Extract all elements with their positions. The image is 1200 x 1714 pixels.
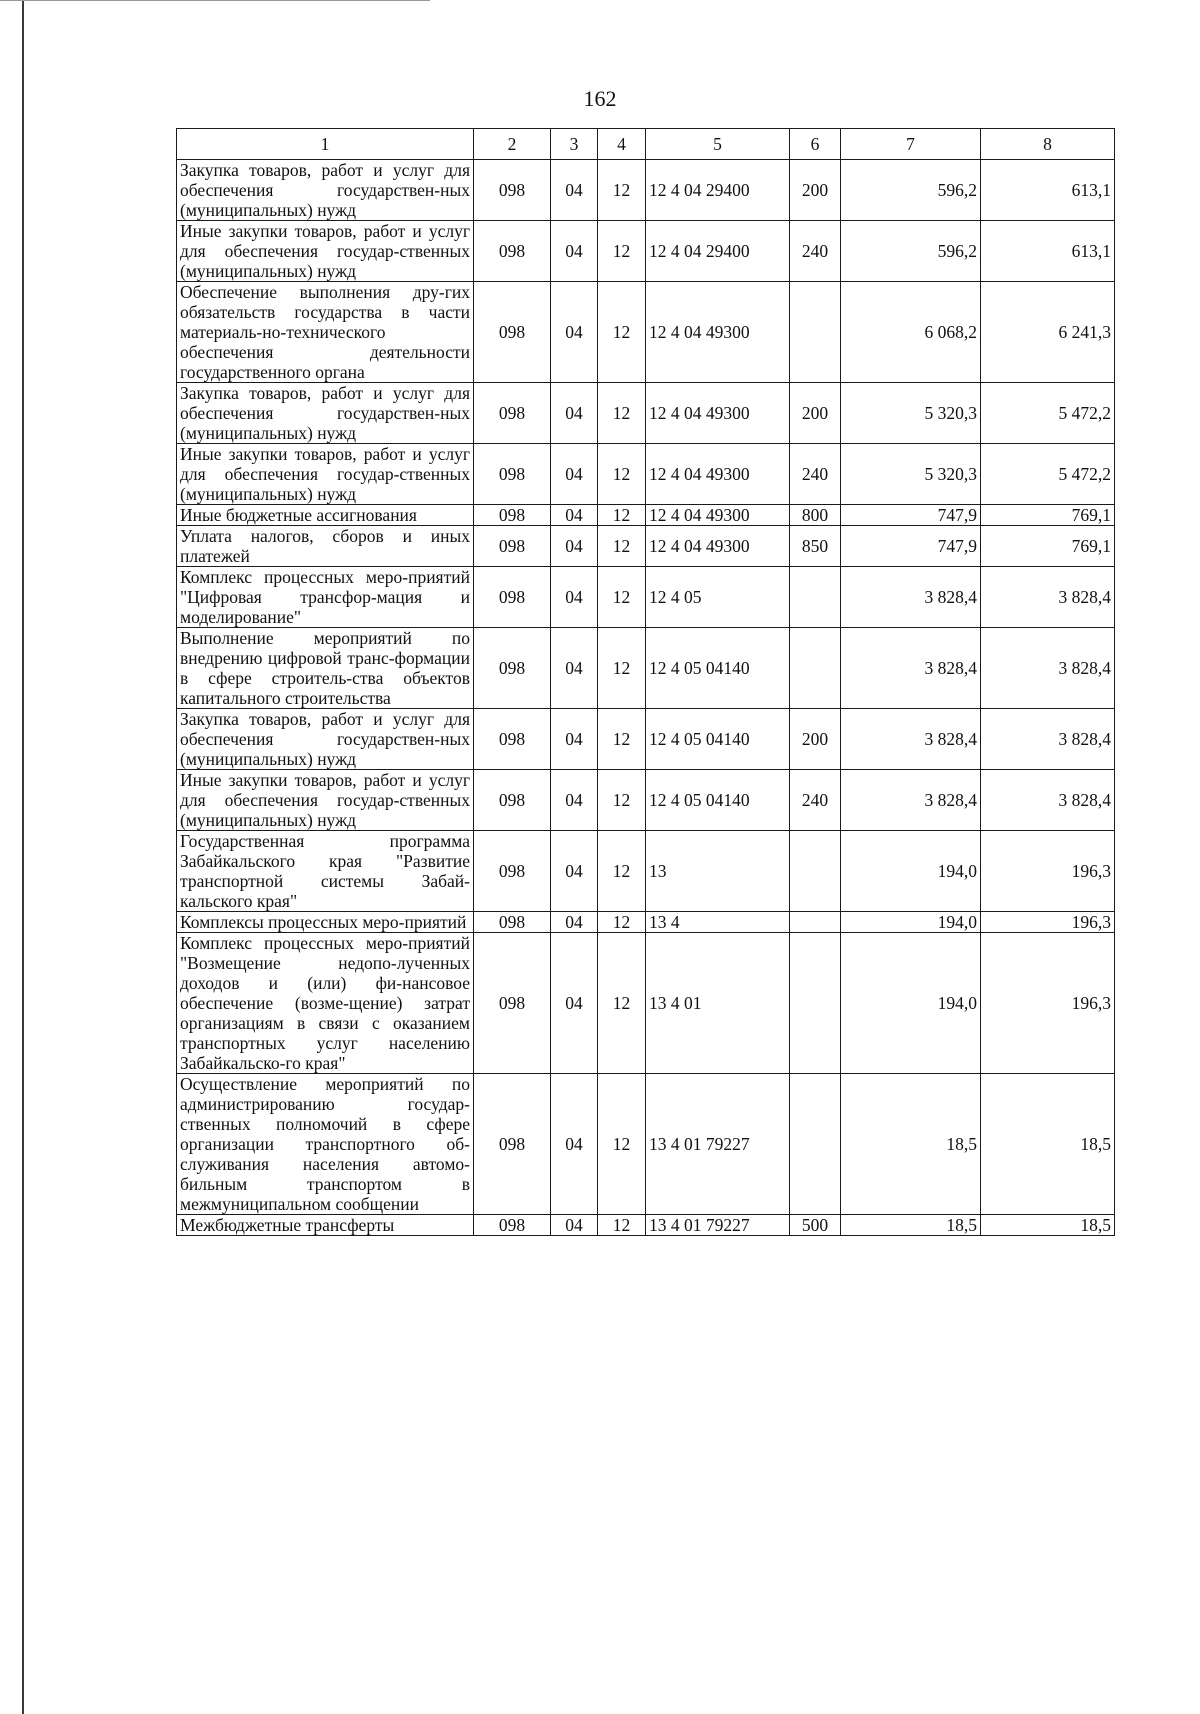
amount-year-1: 747,9 [841,505,981,526]
table-row [177,160,1115,221]
section-code: 04 [551,526,598,567]
subsection-code: 12 [598,567,646,628]
target-article-code: 12 4 05 04140 [646,709,790,770]
target-article-code: 12 4 04 49300 [646,282,790,383]
subsection-code: 12 [598,526,646,567]
ministry-code: 098 [474,628,551,709]
section-code: 04 [551,628,598,709]
target-article-code: 12 4 04 49300 [646,505,790,526]
table-row [177,831,1115,912]
amount-year-1: 18,5 [841,1074,981,1215]
amount-year-2: 3 828,4 [981,709,1115,770]
target-article-code: 12 4 04 49300 [646,526,790,567]
line-item-name: Государственная программа Забайкальского края "Развитие транспортной системы Забай-кальского края" [177,831,474,912]
target-article-code: 12 4 04 29400 [646,221,790,282]
ministry-code: 098 [474,505,551,526]
subsection-code: 12 [598,383,646,444]
ministry-code: 098 [474,1074,551,1215]
ministry-code: 098 [474,567,551,628]
column-header-5: 5 [646,129,790,160]
expense-type-code: 800 [790,505,841,526]
section-code: 04 [551,282,598,383]
section-code: 04 [551,1215,598,1236]
section-code: 04 [551,912,598,933]
section-code: 04 [551,383,598,444]
target-article-code: 12 4 05 04140 [646,770,790,831]
section-code: 04 [551,831,598,912]
table-row [177,912,1115,933]
amount-year-2: 613,1 [981,160,1115,221]
ministry-code: 098 [474,1215,551,1236]
section-code: 04 [551,709,598,770]
section-code: 04 [551,160,598,221]
ministry-code: 098 [474,383,551,444]
ministry-code: 098 [474,282,551,383]
scan-top-edge-line [0,0,430,1]
subsection-code: 12 [598,444,646,505]
subsection-code: 12 [598,160,646,221]
target-article-code: 12 4 04 29400 [646,160,790,221]
ministry-code: 098 [474,444,551,505]
ministry-code: 098 [474,526,551,567]
target-article-code: 12 4 05 [646,567,790,628]
ministry-code: 098 [474,709,551,770]
amount-year-1: 747,9 [841,526,981,567]
table-row [177,567,1115,628]
amount-year-2: 196,3 [981,831,1115,912]
table-row [177,1074,1115,1215]
expense-type-code: 240 [790,770,841,831]
subsection-code: 12 [598,221,646,282]
ministry-code: 098 [474,770,551,831]
line-item-name: Закупка товаров, работ и услуг для обеспечения государствен-ных (муниципальных) нужд [177,383,474,444]
amount-year-2: 5 472,2 [981,383,1115,444]
table-row [177,1215,1115,1236]
line-item-name: Иные закупки товаров, работ и услуг для обеспечения государ-ственных (муниципальных) нужд [177,444,474,505]
subsection-code: 12 [598,282,646,383]
target-article-code: 12 4 04 49300 [646,383,790,444]
amount-year-2: 5 472,2 [981,444,1115,505]
amount-year-1: 194,0 [841,831,981,912]
column-header-1: 1 [177,129,474,160]
line-item-name: Уплата налогов, сборов и иных платежей [177,526,474,567]
expense-type-code [790,567,841,628]
table-row [177,444,1115,505]
amount-year-2: 769,1 [981,526,1115,567]
line-item-name: Закупка товаров, работ и услуг для обеспечения государствен-ных (муниципальных) нужд [177,160,474,221]
column-header-7: 7 [841,129,981,160]
table-row [177,221,1115,282]
expense-type-code: 240 [790,444,841,505]
line-item-name: Иные закупки товаров, работ и услуг для обеспечения государ-ственных (муниципальных) нужд [177,221,474,282]
amount-year-2: 3 828,4 [981,628,1115,709]
amount-year-1: 6 068,2 [841,282,981,383]
amount-year-1: 3 828,4 [841,567,981,628]
amount-year-2: 18,5 [981,1215,1115,1236]
subsection-code: 12 [598,933,646,1074]
expense-type-code [790,912,841,933]
amount-year-1: 5 320,3 [841,444,981,505]
table-row [177,933,1115,1074]
table-row [177,628,1115,709]
line-item-name: Комплексы процессных меро-приятий [177,912,474,933]
table-header-row [177,129,1115,160]
subsection-code: 12 [598,831,646,912]
target-article-code: 13 4 [646,912,790,933]
expense-type-code [790,628,841,709]
expense-type-code: 200 [790,709,841,770]
amount-year-1: 596,2 [841,160,981,221]
expense-type-code: 500 [790,1215,841,1236]
amount-year-2: 613,1 [981,221,1115,282]
expense-type-code [790,933,841,1074]
amount-year-1: 3 828,4 [841,628,981,709]
column-header-3: 3 [551,129,598,160]
table-row [177,505,1115,526]
line-item-name: Межбюджетные трансферты [177,1215,474,1236]
amount-year-1: 3 828,4 [841,709,981,770]
table-row [177,383,1115,444]
amount-year-1: 194,0 [841,933,981,1074]
table-row [177,770,1115,831]
section-code: 04 [551,567,598,628]
amount-year-2: 18,5 [981,1074,1115,1215]
expense-type-code: 240 [790,221,841,282]
section-code: 04 [551,505,598,526]
subsection-code: 12 [598,1215,646,1236]
column-header-6: 6 [790,129,841,160]
target-article-code: 13 [646,831,790,912]
amount-year-2: 769,1 [981,505,1115,526]
amount-year-1: 5 320,3 [841,383,981,444]
subsection-code: 12 [598,912,646,933]
expense-type-code: 200 [790,383,841,444]
expense-type-code [790,1074,841,1215]
amount-year-2: 196,3 [981,912,1115,933]
subsection-code: 12 [598,1074,646,1215]
amount-year-2: 3 828,4 [981,770,1115,831]
page-number: 162 [583,86,617,111]
target-article-code: 13 4 01 79227 [646,1215,790,1236]
table-row [177,709,1115,770]
amount-year-1: 18,5 [841,1215,981,1236]
line-item-name: Иные бюджетные ассигнования [177,505,474,526]
amount-year-2: 3 828,4 [981,567,1115,628]
line-item-name: Осуществление мероприятий по администрированию государ-ственных полномочий в сфере организации транспортного об-служивания населения автомо-бильным транспортом в межмуниципальном сообщении [177,1074,474,1215]
amount-year-2: 196,3 [981,933,1115,1074]
column-header-8: 8 [981,129,1115,160]
table-body [177,160,1115,1236]
budget-allocation-table [176,128,1115,1236]
subsection-code: 12 [598,628,646,709]
section-code: 04 [551,221,598,282]
section-code: 04 [551,1074,598,1215]
ministry-code: 098 [474,160,551,221]
line-item-name: Иные закупки товаров, работ и услуг для обеспечения государ-ственных (муниципальных) нужд [177,770,474,831]
subsection-code: 12 [598,505,646,526]
target-article-code: 12 4 04 49300 [646,444,790,505]
scan-left-edge-line [22,0,24,1714]
amount-year-1: 194,0 [841,912,981,933]
section-code: 04 [551,444,598,505]
amount-year-2: 6 241,3 [981,282,1115,383]
amount-year-1: 3 828,4 [841,770,981,831]
column-header-2: 2 [474,129,551,160]
line-item-name: Обеспечение выполнения дру-гих обязательств государства в части материаль-но-технического обеспечения деятельности государственного органа [177,282,474,383]
target-article-code: 13 4 01 79227 [646,1074,790,1215]
ministry-code: 098 [474,221,551,282]
ministry-code: 098 [474,831,551,912]
expense-type-code [790,831,841,912]
line-item-name: Комплекс процессных меро-приятий "Цифровая трансфор-мация и моделирование" [177,567,474,628]
column-header-4: 4 [598,129,646,160]
ministry-code: 098 [474,933,551,1074]
expense-type-code: 850 [790,526,841,567]
expense-type-code [790,282,841,383]
section-code: 04 [551,770,598,831]
line-item-name: Выполнение мероприятий по внедрению цифровой транс-формации в сфере строитель-ства объектов капитального строительства [177,628,474,709]
target-article-code: 12 4 05 04140 [646,628,790,709]
line-item-name: Комплекс процессных меро-приятий "Возмещение недопо-лученных доходов и (или) фи-нансовое обеспечение (возме-щение) затрат организациям в связи с оказанием транспортных услуг населению Забайкальско-го края" [177,933,474,1074]
table-row [177,526,1115,567]
amount-year-1: 596,2 [841,221,981,282]
table-row [177,282,1115,383]
section-code: 04 [551,933,598,1074]
subsection-code: 12 [598,770,646,831]
line-item-name: Закупка товаров, работ и услуг для обеспечения государствен-ных (муниципальных) нужд [177,709,474,770]
expense-type-code: 200 [790,160,841,221]
subsection-code: 12 [598,709,646,770]
ministry-code: 098 [474,912,551,933]
target-article-code: 13 4 01 [646,933,790,1074]
